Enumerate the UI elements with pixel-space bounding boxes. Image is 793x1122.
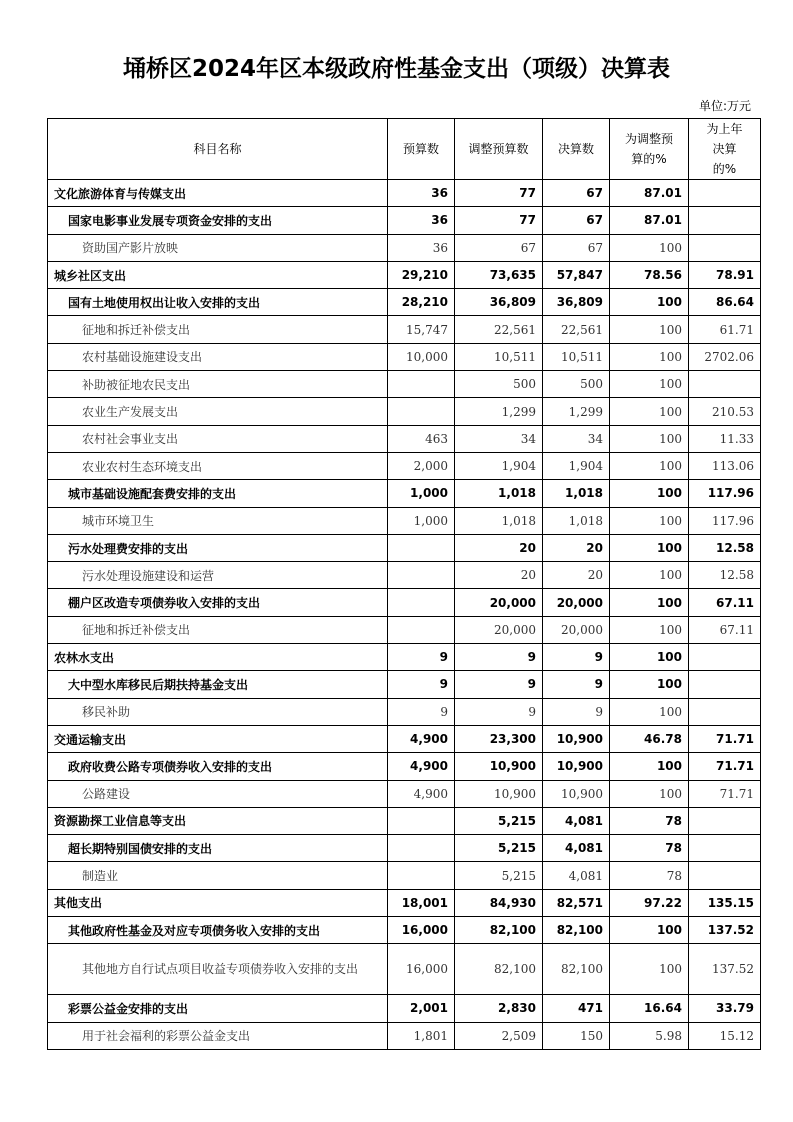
cell-budget xyxy=(388,589,455,616)
table-row xyxy=(48,289,761,316)
cell-final-account: 9 xyxy=(543,644,610,671)
cell-pct-adjusted: 100 xyxy=(610,644,689,671)
cell-pct-adjusted: 100 xyxy=(610,343,689,370)
cell-pct-adjusted: 100 xyxy=(610,589,689,616)
cell-adjusted-budget: 84,930 xyxy=(455,889,543,916)
table-row xyxy=(48,917,761,944)
table-row xyxy=(48,616,761,643)
cell-pct-last-year: 11.33 xyxy=(689,425,761,452)
cell-pct-last-year: 67.11 xyxy=(689,616,761,643)
expenditure-table xyxy=(47,118,761,1050)
header-pct-adjusted: 为调整预算的% xyxy=(610,119,689,180)
cell-final-account: 4,081 xyxy=(543,835,610,862)
cell-pct-adjusted: 87.01 xyxy=(610,180,689,207)
table-row xyxy=(48,534,761,561)
cell-adjusted-budget: 77 xyxy=(455,207,543,234)
cell-pct-last-year: 137.52 xyxy=(689,917,761,944)
cell-adjusted-budget: 82,100 xyxy=(455,917,543,944)
cell-pct-adjusted: 100 xyxy=(610,398,689,425)
cell-subject-name: 征地和拆迁补偿支出 xyxy=(48,616,388,643)
cell-budget: 4,900 xyxy=(388,753,455,780)
cell-pct-last-year: 135.15 xyxy=(689,889,761,916)
cell-final-account: 20 xyxy=(543,534,610,561)
cell-subject-name: 农林水支出 xyxy=(48,644,388,671)
cell-budget: 16,000 xyxy=(388,944,455,995)
cell-adjusted-budget: 82,100 xyxy=(455,944,543,995)
table-row xyxy=(48,671,761,698)
table-row xyxy=(48,207,761,234)
cell-subject-name: 农业农村生态环境支出 xyxy=(48,452,388,479)
cell-pct-last-year: 12.58 xyxy=(689,562,761,589)
cell-adjusted-budget: 500 xyxy=(455,371,543,398)
cell-subject-name: 政府收费公路专项债券收入安排的支出 xyxy=(48,753,388,780)
header-adjusted-budget: 调整预算数 xyxy=(455,119,543,180)
cell-subject-name: 资助国产影片放映 xyxy=(48,234,388,261)
cell-pct-last-year: 78.91 xyxy=(689,261,761,288)
table-row xyxy=(48,862,761,889)
cell-final-account: 22,561 xyxy=(543,316,610,343)
cell-pct-last-year xyxy=(689,207,761,234)
cell-pct-last-year xyxy=(689,644,761,671)
cell-budget: 18,001 xyxy=(388,889,455,916)
cell-adjusted-budget: 20,000 xyxy=(455,616,543,643)
cell-pct-last-year: 117.96 xyxy=(689,507,761,534)
table-row xyxy=(48,180,761,207)
cell-subject-name: 农村社会事业支出 xyxy=(48,425,388,452)
cell-adjusted-budget: 20,000 xyxy=(455,589,543,616)
cell-adjusted-budget: 2,509 xyxy=(455,1022,543,1049)
cell-adjusted-budget: 77 xyxy=(455,180,543,207)
cell-pct-adjusted: 100 xyxy=(610,917,689,944)
cell-budget: 9 xyxy=(388,644,455,671)
cell-final-account: 9 xyxy=(543,671,610,698)
table-row xyxy=(48,835,761,862)
cell-subject-name: 农村基础设施建设支出 xyxy=(48,343,388,370)
table-row xyxy=(48,725,761,752)
cell-pct-adjusted: 100 xyxy=(610,698,689,725)
cell-pct-adjusted: 5.98 xyxy=(610,1022,689,1049)
cell-pct-last-year: 33.79 xyxy=(689,995,761,1022)
cell-final-account: 150 xyxy=(543,1022,610,1049)
cell-final-account: 10,900 xyxy=(543,753,610,780)
cell-final-account: 10,900 xyxy=(543,780,610,807)
table-body xyxy=(48,180,761,1050)
cell-budget: 1,000 xyxy=(388,480,455,507)
cell-pct-adjusted: 100 xyxy=(610,534,689,561)
cell-final-account: 67 xyxy=(543,234,610,261)
cell-budget xyxy=(388,807,455,834)
cell-adjusted-budget: 1,299 xyxy=(455,398,543,425)
cell-pct-last-year: 71.71 xyxy=(689,725,761,752)
cell-pct-last-year: 210.53 xyxy=(689,398,761,425)
cell-budget: 9 xyxy=(388,698,455,725)
cell-subject-name: 其他支出 xyxy=(48,889,388,916)
cell-budget: 36 xyxy=(388,207,455,234)
table-row xyxy=(48,261,761,288)
cell-adjusted-budget: 10,511 xyxy=(455,343,543,370)
cell-adjusted-budget: 9 xyxy=(455,698,543,725)
cell-pct-last-year xyxy=(689,371,761,398)
table-row xyxy=(48,371,761,398)
cell-final-account: 9 xyxy=(543,698,610,725)
cell-final-account: 82,100 xyxy=(543,917,610,944)
cell-subject-name: 文化旅游体育与传媒支出 xyxy=(48,180,388,207)
cell-final-account: 1,299 xyxy=(543,398,610,425)
table-row xyxy=(48,343,761,370)
cell-pct-last-year: 71.71 xyxy=(689,780,761,807)
table-row xyxy=(48,562,761,589)
cell-final-account: 67 xyxy=(543,207,610,234)
header-final-account: 决算数 xyxy=(543,119,610,180)
table-row xyxy=(48,698,761,725)
cell-adjusted-budget: 5,215 xyxy=(455,862,543,889)
cell-pct-adjusted: 100 xyxy=(610,671,689,698)
cell-pct-adjusted: 100 xyxy=(610,289,689,316)
cell-adjusted-budget: 5,215 xyxy=(455,835,543,862)
cell-pct-adjusted: 78.56 xyxy=(610,261,689,288)
cell-final-account: 67 xyxy=(543,180,610,207)
cell-adjusted-budget: 20 xyxy=(455,562,543,589)
cell-pct-adjusted: 16.64 xyxy=(610,995,689,1022)
cell-adjusted-budget: 2,830 xyxy=(455,995,543,1022)
cell-subject-name: 城乡社区支出 xyxy=(48,261,388,288)
cell-adjusted-budget: 10,900 xyxy=(455,780,543,807)
cell-pct-last-year xyxy=(689,862,761,889)
cell-final-account: 34 xyxy=(543,425,610,452)
table-row xyxy=(48,944,761,995)
cell-subject-name: 移民补助 xyxy=(48,698,388,725)
cell-subject-name: 其他政府性基金及对应专项债务收入安排的支出 xyxy=(48,917,388,944)
cell-budget xyxy=(388,835,455,862)
cell-pct-last-year: 137.52 xyxy=(689,944,761,995)
cell-budget xyxy=(388,562,455,589)
cell-final-account: 20,000 xyxy=(543,616,610,643)
cell-pct-last-year xyxy=(689,671,761,698)
cell-subject-name: 国家电影事业发展专项资金安排的支出 xyxy=(48,207,388,234)
cell-final-account: 471 xyxy=(543,995,610,1022)
cell-pct-last-year: 113.06 xyxy=(689,452,761,479)
table-row xyxy=(48,507,761,534)
cell-pct-last-year xyxy=(689,835,761,862)
cell-pct-adjusted: 78 xyxy=(610,862,689,889)
table-row xyxy=(48,644,761,671)
cell-budget: 10,000 xyxy=(388,343,455,370)
table-row xyxy=(48,398,761,425)
cell-budget: 28,210 xyxy=(388,289,455,316)
cell-final-account: 1,018 xyxy=(543,480,610,507)
table-row xyxy=(48,807,761,834)
cell-subject-name: 城市基础设施配套费安排的支出 xyxy=(48,480,388,507)
cell-subject-name: 制造业 xyxy=(48,862,388,889)
cell-pct-adjusted: 100 xyxy=(610,371,689,398)
table-row xyxy=(48,589,761,616)
cell-adjusted-budget: 1,018 xyxy=(455,507,543,534)
cell-adjusted-budget: 73,635 xyxy=(455,261,543,288)
cell-final-account: 10,511 xyxy=(543,343,610,370)
cell-pct-adjusted: 100 xyxy=(610,480,689,507)
header-budget: 预算数 xyxy=(388,119,455,180)
cell-final-account: 82,100 xyxy=(543,944,610,995)
cell-final-account: 82,571 xyxy=(543,889,610,916)
cell-final-account: 10,900 xyxy=(543,725,610,752)
cell-pct-last-year: 67.11 xyxy=(689,589,761,616)
cell-adjusted-budget: 9 xyxy=(455,671,543,698)
cell-pct-last-year xyxy=(689,234,761,261)
cell-pct-adjusted: 100 xyxy=(610,425,689,452)
cell-adjusted-budget: 67 xyxy=(455,234,543,261)
cell-subject-name: 超长期特别国债安排的支出 xyxy=(48,835,388,862)
cell-final-account: 4,081 xyxy=(543,862,610,889)
cell-budget xyxy=(388,616,455,643)
cell-pct-adjusted: 100 xyxy=(610,507,689,534)
cell-adjusted-budget: 36,809 xyxy=(455,289,543,316)
table-row xyxy=(48,425,761,452)
cell-final-account: 57,847 xyxy=(543,261,610,288)
cell-pct-last-year xyxy=(689,807,761,834)
cell-pct-adjusted: 100 xyxy=(610,316,689,343)
cell-subject-name: 国有土地使用权出让收入安排的支出 xyxy=(48,289,388,316)
cell-adjusted-budget: 9 xyxy=(455,644,543,671)
cell-subject-name: 棚户区改造专项债券收入安排的支出 xyxy=(48,589,388,616)
cell-adjusted-budget: 34 xyxy=(455,425,543,452)
cell-subject-name: 大中型水库移民后期扶持基金支出 xyxy=(48,671,388,698)
table-row xyxy=(48,1022,761,1049)
cell-budget xyxy=(388,862,455,889)
cell-pct-adjusted: 87.01 xyxy=(610,207,689,234)
table-row xyxy=(48,753,761,780)
cell-subject-name: 污水处理设施建设和运营 xyxy=(48,562,388,589)
cell-budget: 4,900 xyxy=(388,725,455,752)
table-row xyxy=(48,480,761,507)
cell-pct-last-year: 86.64 xyxy=(689,289,761,316)
cell-subject-name: 交通运输支出 xyxy=(48,725,388,752)
cell-adjusted-budget: 22,561 xyxy=(455,316,543,343)
cell-pct-last-year: 2702.06 xyxy=(689,343,761,370)
table-row xyxy=(48,889,761,916)
cell-budget xyxy=(388,371,455,398)
table-header-row xyxy=(48,119,761,180)
cell-adjusted-budget: 10,900 xyxy=(455,753,543,780)
cell-final-account: 36,809 xyxy=(543,289,610,316)
table-row xyxy=(48,452,761,479)
cell-budget xyxy=(388,398,455,425)
cell-final-account: 4,081 xyxy=(543,807,610,834)
cell-pct-last-year: 61.71 xyxy=(689,316,761,343)
cell-pct-last-year: 12.58 xyxy=(689,534,761,561)
cell-pct-last-year: 117.96 xyxy=(689,480,761,507)
table-row xyxy=(48,234,761,261)
cell-adjusted-budget: 1,904 xyxy=(455,452,543,479)
cell-pct-adjusted: 100 xyxy=(610,234,689,261)
table-row xyxy=(48,995,761,1022)
unit-label: 单位:万元 xyxy=(698,99,751,113)
cell-pct-adjusted: 100 xyxy=(610,944,689,995)
cell-budget: 36 xyxy=(388,234,455,261)
cell-pct-adjusted: 100 xyxy=(610,562,689,589)
cell-budget: 2,000 xyxy=(388,452,455,479)
cell-subject-name: 城市环境卫生 xyxy=(48,507,388,534)
cell-subject-name: 农业生产发展支出 xyxy=(48,398,388,425)
page-title: 埇桥区2024年区本级政府性基金支出（项级）决算表 xyxy=(122,56,670,82)
cell-subject-name: 用于社会福利的彩票公益金支出 xyxy=(48,1022,388,1049)
cell-budget: 1,801 xyxy=(388,1022,455,1049)
cell-pct-adjusted: 100 xyxy=(610,780,689,807)
cell-adjusted-budget: 20 xyxy=(455,534,543,561)
cell-pct-adjusted: 100 xyxy=(610,753,689,780)
cell-budget: 29,210 xyxy=(388,261,455,288)
cell-pct-last-year: 71.71 xyxy=(689,753,761,780)
cell-pct-adjusted: 46.78 xyxy=(610,725,689,752)
cell-budget xyxy=(388,534,455,561)
cell-final-account: 1,904 xyxy=(543,452,610,479)
cell-pct-adjusted: 78 xyxy=(610,835,689,862)
cell-final-account: 20,000 xyxy=(543,589,610,616)
cell-budget: 36 xyxy=(388,180,455,207)
cell-budget: 16,000 xyxy=(388,917,455,944)
cell-pct-last-year xyxy=(689,180,761,207)
cell-budget: 9 xyxy=(388,671,455,698)
cell-subject-name: 资源勘探工业信息等支出 xyxy=(48,807,388,834)
cell-adjusted-budget: 1,018 xyxy=(455,480,543,507)
cell-final-account: 20 xyxy=(543,562,610,589)
cell-pct-last-year: 15.12 xyxy=(689,1022,761,1049)
cell-budget: 463 xyxy=(388,425,455,452)
cell-subject-name: 其他地方自行试点项目收益专项债券收入安排的支出 xyxy=(48,944,388,995)
cell-final-account: 500 xyxy=(543,371,610,398)
cell-budget: 15,747 xyxy=(388,316,455,343)
header-pct-last-year: 为上年决算的% xyxy=(689,119,761,180)
cell-subject-name: 公路建设 xyxy=(48,780,388,807)
table-row xyxy=(48,316,761,343)
cell-subject-name: 污水处理费安排的支出 xyxy=(48,534,388,561)
cell-subject-name: 补助被征地农民支出 xyxy=(48,371,388,398)
cell-pct-adjusted: 100 xyxy=(610,452,689,479)
cell-pct-adjusted: 78 xyxy=(610,807,689,834)
cell-final-account: 1,018 xyxy=(543,507,610,534)
cell-budget: 4,900 xyxy=(388,780,455,807)
cell-pct-adjusted: 100 xyxy=(610,616,689,643)
cell-subject-name: 征地和拆迁补偿支出 xyxy=(48,316,388,343)
cell-pct-last-year xyxy=(689,698,761,725)
cell-adjusted-budget: 23,300 xyxy=(455,725,543,752)
cell-adjusted-budget: 5,215 xyxy=(455,807,543,834)
header-subject-name: 科目名称 xyxy=(48,119,388,180)
cell-pct-adjusted: 97.22 xyxy=(610,889,689,916)
cell-subject-name: 彩票公益金安排的支出 xyxy=(48,995,388,1022)
table-row xyxy=(48,780,761,807)
cell-budget: 2,001 xyxy=(388,995,455,1022)
cell-budget: 1,000 xyxy=(388,507,455,534)
